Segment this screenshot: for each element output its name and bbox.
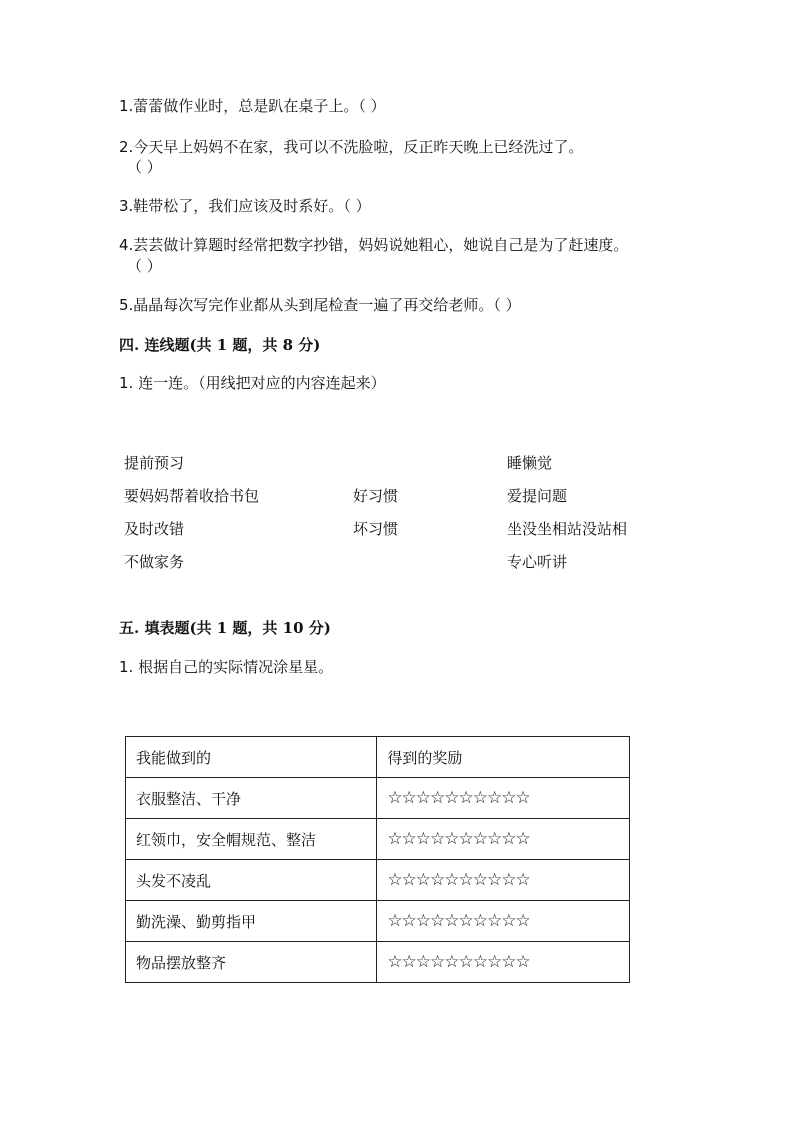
match-right-1[interactable]: 睡懒觉 (507, 454, 553, 472)
table-row (126, 942, 630, 983)
section4-question: 1. 连一连。（用线把对应的内容连起来） (119, 374, 386, 392)
judge-item-5: 5.晶晶每次写完作业都从头到尾检查一遍了再交给老师。（ ） (119, 296, 521, 314)
match-left-4[interactable]: 不做家务 (124, 553, 185, 571)
table-cell-item: 衣服整洁、干净 (126, 778, 377, 819)
judge-item-3: 3.鞋带松了，我们应该及时系好。（ ） (119, 197, 371, 215)
table-row (126, 860, 630, 901)
match-left-1[interactable]: 提前预习 (124, 454, 185, 472)
match-right-2[interactable]: 爱提问题 (507, 487, 568, 505)
match-left-3[interactable]: 及时改错 (124, 520, 185, 538)
table-header-row (126, 737, 630, 778)
section5-heading: 五. 填表题(共 1 题，共 10 分) (119, 619, 331, 637)
match-middle-1[interactable]: 好习惯 (353, 487, 399, 505)
judge-item-1: 1.蕾蕾做作业时，总是趴在桌子上。（ ） (119, 97, 386, 115)
table-header-cell: 得到的奖励 (377, 737, 630, 778)
match-right-3[interactable]: 坐没坐相站没站相 (507, 520, 628, 538)
judge-item-2: 2.今天早上妈妈不在家，我可以不洗脸啦，反正昨天晚上已经洗过了。 (119, 138, 584, 156)
match-middle-2[interactable]: 坏习惯 (353, 520, 399, 538)
section4-heading: 四. 连线题(共 1 题，共 8 分) (119, 336, 321, 354)
star-table (125, 736, 630, 983)
table-cell-item: 头发不凌乱 (126, 860, 377, 901)
judge-item-2-answer[interactable]: （ ） (127, 158, 162, 176)
judge-item-4: 4.芸芸做计算题时经常把数字抄错，妈妈说她粗心，她说自己是为了赶速度。 (119, 236, 629, 254)
star-rating-cell[interactable]: ☆☆☆☆☆☆☆☆☆☆ (377, 778, 630, 819)
judge-item-4-answer[interactable]: （ ） (127, 257, 162, 275)
star-rating-cell[interactable]: ☆☆☆☆☆☆☆☆☆☆ (377, 860, 630, 901)
match-right-4[interactable]: 专心听讲 (507, 553, 568, 571)
table-cell-item: 勤洗澡、勤剪指甲 (126, 901, 377, 942)
table-row (126, 901, 630, 942)
star-rating-cell[interactable]: ☆☆☆☆☆☆☆☆☆☆ (377, 901, 630, 942)
star-rating-cell[interactable]: ☆☆☆☆☆☆☆☆☆☆ (377, 819, 630, 860)
table-header-cell: 我能做到的 (126, 737, 377, 778)
table-cell-item: 红领巾，安全帽规范、整洁 (126, 819, 377, 860)
match-left-2[interactable]: 要妈妈帮着收拾书包 (124, 487, 260, 505)
table-row (126, 778, 630, 819)
star-rating-cell[interactable]: ☆☆☆☆☆☆☆☆☆☆ (377, 942, 630, 983)
section5-question: 1. 根据自己的实际情况涂星星。 (119, 658, 334, 676)
table-row (126, 819, 630, 860)
table-cell-item: 物品摆放整齐 (126, 942, 377, 983)
